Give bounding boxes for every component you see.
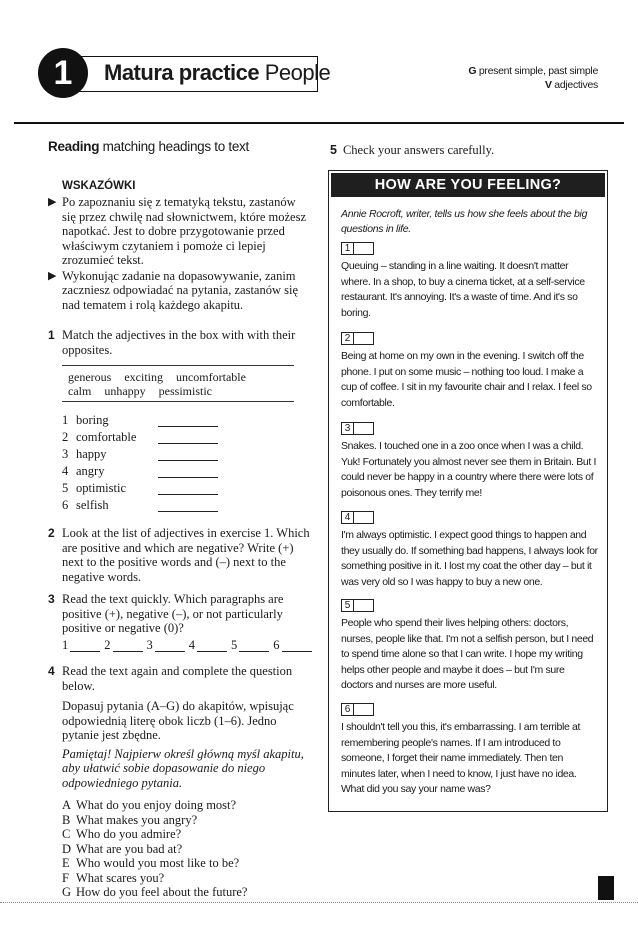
exercise-instruction: Match the adjectives in the box with with their opposites. [62,328,296,357]
adjective-row: 3 happy [62,444,310,461]
answer-box[interactable] [354,703,374,716]
answer-blanks-row: 1 2 3 4 5 6 [62,638,310,653]
answer-blank[interactable] [113,639,143,652]
answer-blank[interactable] [158,465,218,478]
tip-item: ▶ Po zapoznaniu się z tematyką tekstu, zastanów się przez chwilę nad słownictwem, które możesz napotkać. Jest to dobre przygotowanie przed właściwym czytaniem i pomoże ci lepiej zrozumieć tekst. [48,195,307,267]
exercise-1 [48,328,310,357]
paragraph-4 [341,510,599,590]
unit-number-badge: 1 [38,48,88,98]
section-heading: Reading matching headings to text [48,139,249,154]
answer-box[interactable] [354,332,374,345]
question-item: G How do you feel about the future? [62,885,248,899]
answer-blank[interactable] [155,639,185,652]
adjective-row: 1 boring [62,410,310,427]
paragraph-text: Queuing – standing in a line waiting. It doesn't matter where. In a shop, to buy a cinema ticket, at a self-service restaurant. It's annoying. It's a waste of time. And it's so boring. [341,260,585,319]
answer-blank[interactable] [158,482,218,495]
vocab-ref-line: V adjectives [544,79,598,91]
exercise-number: 2 [48,526,55,540]
grammar-ref-line: G present simple, past simple [468,65,598,77]
answer-blank[interactable] [158,448,218,461]
paragraph-text: Being at home on my own in the evening. I switch off the phone. I put on some music – nothing too loud. I make a cup of coffee. I sit in my favourite chair and I relax. I feel so comfortable. [341,350,592,409]
paragraph-number: 3 [341,422,354,435]
tip-note: Pamiętaj! Najpierw określ główną myśl akapitu, aby ułatwić sobie dopasowanie do niego odpowiedniego pytania. [62,746,304,790]
paragraph-text: I'm always optimistic. I expect good things to happen and they usually do. If something bad happens, I always look for something positive in it. I lost my coat the other day – but it was very old so I was happy to buy a new one. [341,529,598,588]
adjective-row: 4 angry [62,461,310,478]
answer-blank[interactable] [70,639,100,652]
paragraph-3 [341,421,599,501]
exercise-instruction: Check your answers carefully. [342,143,495,157]
exercise-instruction: Read the text again and complete the question below. [62,664,293,693]
question-item: B What makes you angry? [62,812,198,827]
question-item: C Who do you admire? [62,827,182,841]
answer-blank[interactable] [158,499,218,512]
arrow-right-icon: ▶ [48,269,57,282]
answer-blank[interactable] [158,414,218,427]
adjective-row: 6 selfish [62,495,310,512]
exercise-number: 1 [48,328,55,342]
exercise-number: 3 [48,592,55,606]
grammar-vocab-reference [468,64,598,92]
paragraph-5 [341,598,599,694]
tip-item: ▶ Wykonując zadanie na dopasowywanie, zanim zaczniesz odpowiadać na pytania, zastanów się nad tematem i rolą każdego akapitu. [48,268,299,312]
article-title: HOW ARE YOU FEELING? [331,173,605,197]
exercise-5 [330,143,494,158]
answer-box[interactable] [354,599,374,612]
unit-title [104,60,330,86]
exercise-instruction: Read the text quickly. Which paragraphs are positive (+), negative (–), or not particularly positive or negative (0)? [62,592,284,635]
paragraph-number: 1 [341,242,354,255]
question-list [62,798,310,900]
word-box: generous exciting uncomfortable calm unhappy pessimistic [62,365,294,402]
answer-box[interactable] [354,511,374,524]
scan-artifact-line [0,902,638,905]
question-item: F What scares you? [62,870,165,885]
paragraph-number: 5 [341,599,354,612]
paragraph-number: 4 [341,511,354,524]
question-item: E Who would you most like to be? [62,856,240,870]
paragraph-6 [341,702,599,798]
paragraph-number: 6 [341,703,354,716]
answer-box[interactable] [354,242,374,255]
unit-title-rest: People [264,60,331,85]
paragraph-number: 2 [341,332,354,345]
paragraph-text: Snakes. I touched one in a zoo once when I was a child. Yuk! Fortunately you almost never see them in Britain. But I could never be happy in a country where there were lots of poisonous ones. They terrify me! [341,440,597,499]
paragraph-2 [341,331,599,411]
answer-blank[interactable] [158,431,218,444]
exercise-2 [48,526,310,584]
adjective-row: 5 optimistic [62,478,310,495]
paragraph-1 [341,241,599,321]
exercise-instruction: Look at the list of adjectives in exercise 1. Which are positive and which are negative? Write (+) next to the positive words and (–) next to the negative words. [62,526,310,584]
paragraph-text: People who spend their lives helping others: doctors, nurses, people like that. I'm not a selfish person, but I need to spend time alone so that I can write. I hope my writing helps other people and maybe it does – but I'm sure doctors and nurses are more useful. [341,617,594,692]
question-item: A What do you enjoy doing most? [62,798,237,812]
answer-blank[interactable] [197,639,227,652]
page-edge-tab [598,876,614,900]
exercise-3 [48,592,310,652]
adjective-list [62,410,310,512]
adjective-row: 2 comfortable [62,427,310,444]
tips-title: WSKAZÓWKI [62,179,136,192]
instruction-polish: Dopasuj pytania (A–G) do akapitów, wpisując odpowiednią literę obok liczb (1–6). Jedno pytanie jest zbędne. [62,699,294,742]
unit-title-bold: Matura practice [104,60,260,85]
paragraph-text: I shouldn't tell you this, it's embarrassing. I am terrible at remembering people's names. If I am introduced to someone, I forget their name immediately. Then ten minutes later, when I need to know, I just have no idea. What did you say your name was? [341,721,581,796]
exercise-number: 5 [330,143,337,157]
article-intro: Annie Rocroft, writer, tells us how she feels about the big questions in life. [341,208,588,235]
answer-box[interactable] [354,422,374,435]
exercise-number: 4 [48,664,55,678]
answer-blank[interactable] [282,639,312,652]
arrow-right-icon: ▶ [48,196,57,208]
exercise-4 [48,664,310,900]
left-column [48,140,310,900]
reading-text-box [328,170,608,812]
answer-blank[interactable] [239,639,269,652]
header-divider [14,122,624,124]
question-item: D What are you bad at? [62,841,183,856]
